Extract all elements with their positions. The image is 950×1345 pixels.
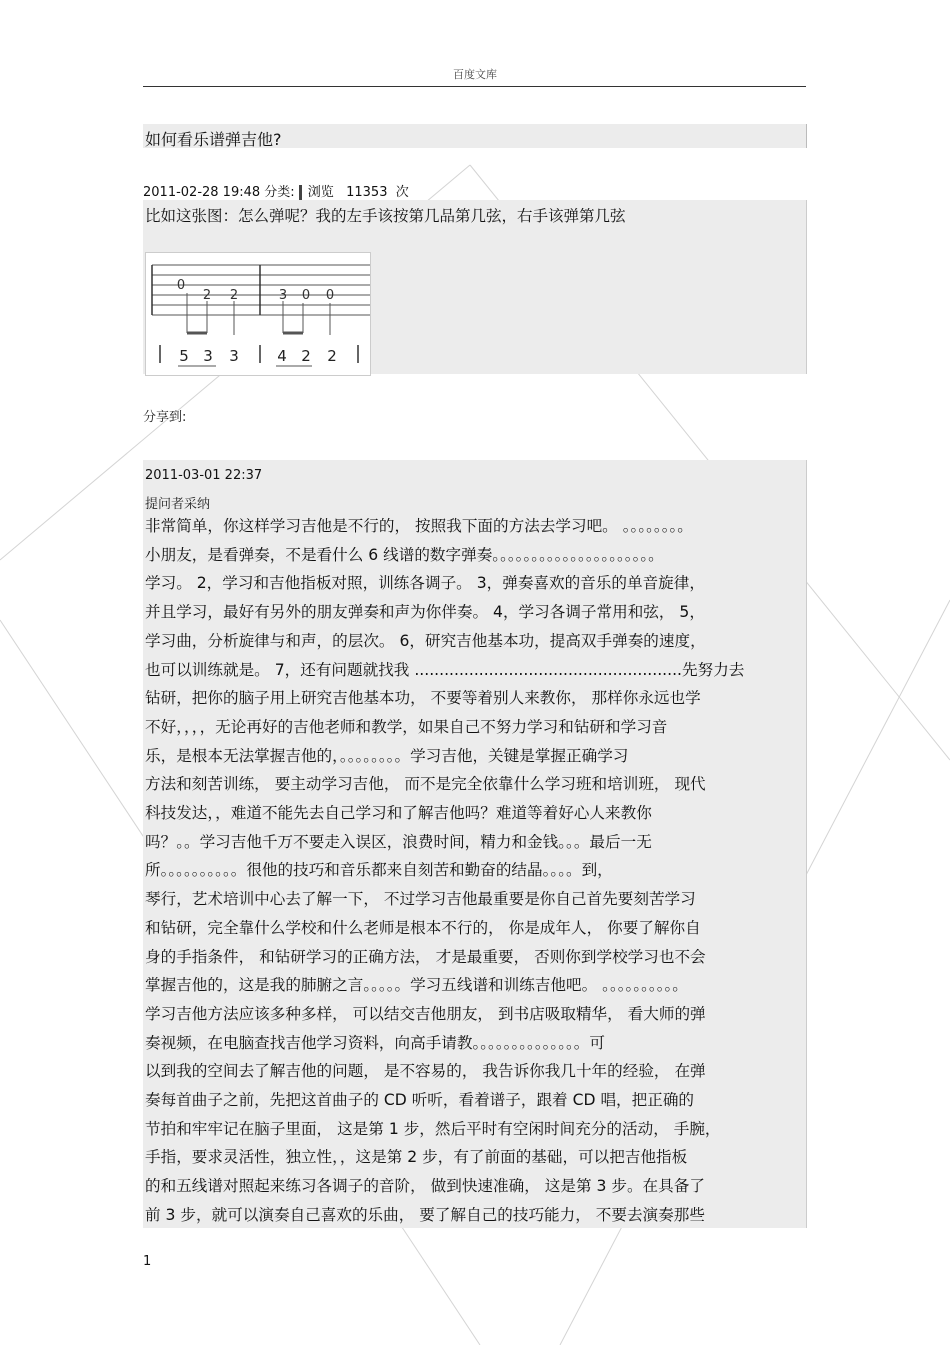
tab-note: 2 [202,288,212,303]
tab-note: 0 [325,288,335,303]
jianpu-note: 3 [203,347,213,365]
answer-line: 和钻研，完全靠什么学校和什么老师是根本不行的， 你是成年人， 你要了解你自 [145,918,701,937]
tab-note: 3 [278,288,288,303]
answer-line: 也可以训练就是。 7，还有问题就找我 ......................................................先努力去 [145,660,745,679]
question-body: 比如这张图：怎么弹呢？我的左手该按第几品第几弦，右手该弹第几弦 [145,207,626,225]
answer-line: 手指，要求灵活性，独立性，，这是第 2 步，有了前面的基础，可以把吉他指板 [145,1148,688,1167]
answer-line: 奏每首曲子之前，先把这首曲子的 CD 听听，看着谱子，跟着 CD 唱，把正确的 [145,1091,695,1109]
header-divider [143,86,806,87]
category-separator [299,185,302,200]
question-meta [143,181,409,200]
answer-line: 学习吉他方法应该多种多样， 可以结交吉他朋友， 到书店吸取精华， 看大师的弹 [145,1004,706,1023]
jianpu-note: 3 [229,347,239,365]
answer-line: 的和五线谱对照起来练习各调子的音阶， 做到快速准确， 这是第 3 步。在具备了 [145,1177,705,1196]
answer-line: 以到我的空间去了解吉他的问题， 是不容易的， 我告诉你我几十年的经验， 在弹 [145,1062,706,1081]
jianpu-note: 4 [277,347,287,365]
answer-line: 非常简单，你这样学习吉他是不行的， 按照我下面的方法去学习吧。 。。。。。。。。 [145,517,693,535]
views-label: 浏览 [307,185,334,200]
answer-line: 小朋友，是看弹奏，不是看什么 6 线谱的数字弹奏。。。。。。。。。。。。。。。。。。。。。 [145,545,664,564]
question-body-box [143,200,807,374]
answer-line: 琴行，艺术培训中心去了解一下， 不过学习吉他最重要是你自己首先要刻苦学习 [145,890,696,909]
jianpu-note: 5 [179,347,189,365]
answer-line: 吗？。。学习吉他千万不要走入误区，浪费时间，精力和金钱。。。最后一无 [145,832,652,851]
answer-line: 所。。。。。。。。。。很他的技巧和音乐都来自刻苦和勤奋的结晶。。。。到， [145,861,613,880]
answer-line: 学习。 2，学习和吉他指板对照，训练各调子。 3，弹奏喜欢的音乐的单音旋律， [145,574,705,593]
page-number: 1 [143,1254,152,1269]
question-title: 如何看乐谱弹吉他? [145,130,282,149]
answer-line: 不好，，，，无论再好的吉他老师和教学，如果自己不努力学习和钻研和学习音 [145,717,668,736]
site-name: 百度文库 [453,68,497,81]
answer-line: 奏视频，在电脑查找吉他学习资料，向高手请教。。。。。。。。。。。。。。可 [145,1033,605,1052]
answer-line: 身的手指条件， 和钻研学习的正确方法， 才是最重要， 否则你到学校学习也不会 [145,947,706,966]
views-unit: 次 [395,185,409,200]
tab-note: 0 [176,278,186,293]
adopted-label: 提问者采纳 [145,497,211,512]
answer-line: 乐，是根本无法掌握吉他的，。。。。。。。。学习吉他，关键是掌握正确学习 [145,746,629,765]
answer-box [143,460,807,1228]
answer-line: 并且学习，最好有另外的朋友弹奏和声为你伴奏。 4，学习各调子常用和弦， 5， [145,603,705,622]
views-count: 11353 [346,185,388,200]
question-title-box [143,124,807,148]
tab-note: 2 [229,288,239,303]
answer-line: 方法和刻苦训练， 要主动学习吉他， 而不是完全依靠什么学习班和培训班， 现代 [145,775,706,794]
answer-line: 学习曲，分析旋律与和声，的层次。 6，研究吉他基本功，提高双手弹奏的速度， [145,631,706,650]
jianpu-note: 2 [327,347,337,365]
answer-line: 掌握吉他的，这是我的肺腑之言。。。。。学习五线谱和训练吉他吧。 。。。。。。。。。。 [145,976,688,995]
answer-line: 钻研，把你的脑子用上研究吉他基本功， 不要等着别人来教你， 那样你永远也学 [145,689,701,708]
guitar-tab-image [145,252,371,376]
category-label: 分类: [264,185,295,200]
answer-line: 科技发达，，难道不能先去自己学习和了解吉他吗？难道等着好心人来教你 [145,804,652,822]
tab-note: 0 [301,288,311,303]
answer-line: 节拍和牢牢记在脑子里面， 这是第 1 步，然后平时有空闲时间充分的活动， 手腕， [145,1119,721,1138]
answer-date: 2011-03-01 22:37 [145,468,263,483]
guitar-tab-drawing [146,253,370,375]
question-date: 2011-02-28 19:48 [143,185,261,200]
jianpu-note: 2 [301,347,311,365]
share-label[interactable]: 分享到: [143,410,187,425]
answer-line: 前 3 步，就可以演奏自己喜欢的乐曲， 要了解自己的技巧能力， 不要去演奏那些 [145,1205,705,1224]
